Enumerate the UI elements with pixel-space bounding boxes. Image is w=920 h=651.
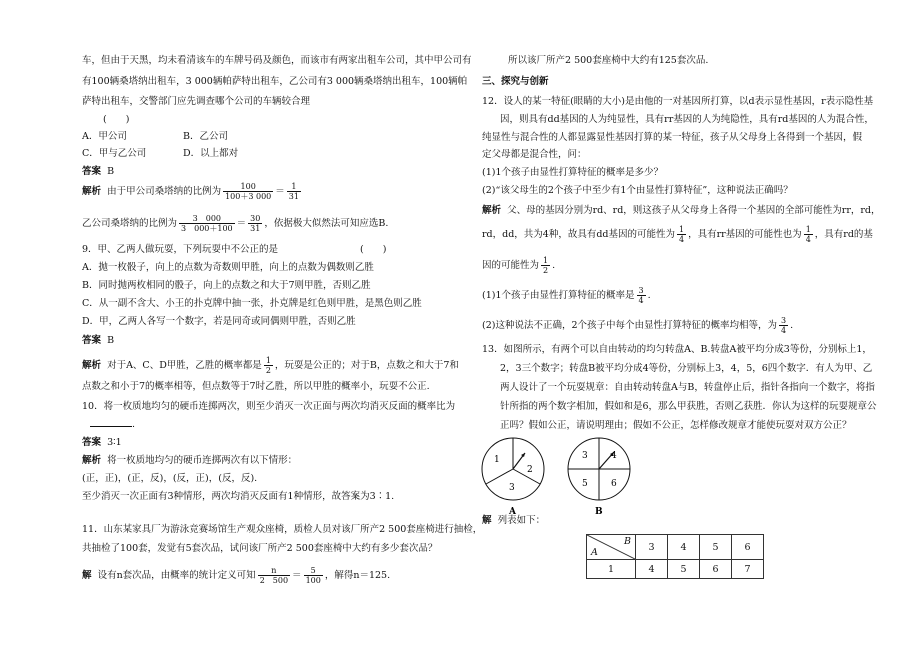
question-9: 9．甲、乙两人做玩耍，下列玩耍中不公正的是 [82, 244, 279, 255]
spinner-a-number: 2 [527, 465, 533, 475]
fraction: $\frac{3 000}{3 000+100}$ [181, 214, 233, 233]
answer-paren: ( ) [103, 114, 130, 125]
solution-text: 乙公司桑塔纳的比例为 [82, 218, 178, 229]
option-a: A．甲公司 [82, 131, 127, 142]
table-cell: 3 [636, 535, 668, 560]
text-line: 有100辆桑塔纳出租车，3 000辆帕萨特出租车，乙公司有3 000辆桑塔纳出租车，100辆帕 [82, 76, 468, 87]
solution-line: 解 列表如下： [482, 515, 546, 526]
answer-label: 答案 [82, 166, 102, 177]
answer-value: 3∶1 [107, 437, 122, 448]
answer-paren: ( ) [360, 244, 387, 255]
fraction: $\frac{1}{4}$ [679, 225, 685, 244]
table-header-a: A [591, 547, 598, 558]
solution-line: 因的可能性为 $\frac{1}{2}$ . [482, 256, 556, 275]
question-12: 纯显性与混合性的人都显露显性基因打算的某一特征，孩子从父母身上各得到一个基因，假 [482, 132, 863, 143]
solution-label: 解析 [82, 455, 102, 466]
solution-label: 解析 [482, 205, 502, 216]
question-13: 两人设计了一个玩耍规章：自由转动转盘A与B，转盘停止后，指针各指向一个数字，将指 [500, 382, 875, 393]
solution-line: 解析 父、母的基因分别为rd、rd，则这孩子从父母身上各得一个基因的全部可能性为rr，rd， [482, 205, 881, 216]
answer-line [82, 166, 114, 178]
solution-line: 解析 将一枚质地均匀的硬币连掷两次有以下情形： [82, 455, 298, 466]
table-cell: 5 [700, 535, 732, 560]
spinner-a-number: 1 [494, 455, 500, 465]
table-row [587, 535, 764, 560]
question-11: 11．山东某家具厂为游泳竞赛场馆生产观众座椅，质检人员对该厂所产2 500套座椅进行抽检， [82, 524, 483, 535]
table-header-b: B [624, 536, 631, 547]
fraction: $\frac{1}{2}$ [265, 356, 271, 375]
solution-line: (1)1个孩子由显性打算特征的概率是 $\frac{3}{4}$ . [482, 286, 651, 305]
question-12: (1)1个孩子由显性打算特征的概率是多少？ [482, 167, 664, 178]
question-12: 定父母都是混合性，问： [482, 149, 587, 160]
text-line: 所以该厂所产2 500套座椅中大约有125套次品. [508, 55, 709, 66]
solution-line: 解 设有n套次品，由概率的统计定义可知 $\frac{n}{2 500}$ ＝ $\frac{5}{100}$ ，解得n＝125. [82, 566, 391, 585]
table-cell: 7 [732, 560, 764, 579]
question-11: 共抽检了100套，发觉有5套次品，试问该厂所产2 500套座椅中大约有多少套次品？ [82, 543, 438, 554]
solution-label: 解析 [82, 360, 102, 371]
table-cell: 5 [668, 560, 700, 579]
table-cell: 6 [700, 560, 732, 579]
solution-line: rd，dd，共为4种，故具有dd基因的可能性为 $\frac{1}{4}$ ，具有rr基因的可能性也为 $\frac{1}{4}$ ，具有rd的基 [482, 225, 873, 244]
solution-line: 至少消灭一次正面有3种情形，两次均消灭反面有1种情形，故答案为3∶1. [82, 491, 395, 502]
text-line: 车，但由于天黑，均未看清该车的车牌号码及颜色，而该市有两家出租车公司，其中甲公司有 [82, 55, 472, 66]
option-c: C．从一副不含大、小王的扑克牌中抽一张，扑克牌是红色则甲胜，是黑色则乙胜 [82, 298, 422, 309]
question-12: (2)“该父母生的2个孩子中至少有1个由显性打算特征”，这种说法正确吗？ [482, 185, 793, 196]
solution-line: (正，正)，(正，反)，(反，正)，(反，反). [82, 473, 258, 484]
spinner-a-label: A [509, 507, 516, 517]
fraction: $\frac{100}{100+3 000}$ [225, 182, 272, 201]
option-b: B．同时抛两枚相同的骰子，向上的点数之和大于7则甲胜，否则乙胜 [82, 280, 371, 291]
solution-line: 点数之和小于7的概率相等，但点数等于7时乙胜，所以甲胜的概率小，玩耍不公正. [82, 381, 430, 392]
table-header-corner [587, 535, 636, 560]
question-13: 13．如图所示，有两个可以自由转动的均匀转盘A、B.转盘A被平均分成3等份，分别标上1， [482, 344, 872, 355]
option-c: C．甲与乙公司 [82, 148, 147, 159]
sum-table [586, 534, 764, 579]
answer-value: B [107, 335, 115, 346]
option-d: D．甲，乙两人各写一个数字，若是同奇或同偶则甲胜，否则乙胜 [82, 316, 356, 327]
question-13: 正吗？假如公正，请说明理由；假如不公正，怎样修改规章才能使玩耍对双方公正？ [500, 420, 852, 431]
spinner-b-number: 4 [611, 451, 617, 461]
question-13: 2，3三个数字；转盘B被平均分成4等份，分别标上3，4，5，6四个数字．有人为甲、乙 [500, 363, 873, 374]
answer-label: 答案 [82, 335, 102, 346]
fraction: $\frac{30}{31}$ [250, 214, 261, 233]
spinner-b-number: 6 [611, 479, 617, 489]
fraction: $\frac{1}{4}$ [805, 225, 811, 244]
solution-text: 由于甲公司桑塔纳的比例为 [107, 186, 222, 197]
answer-line [82, 437, 122, 449]
text-line: 萨特出租车，交警部门应先调查哪个公司的车辆较合理 [82, 96, 311, 107]
spinner-b-diagram [564, 434, 636, 520]
fraction: $\frac{1}{31}$ [288, 182, 299, 201]
table-cell: 4 [668, 535, 700, 560]
answer-label: 答案 [82, 437, 102, 448]
fraction: $\frac{3}{4}$ [638, 286, 644, 305]
spinner-b-label: B [595, 507, 603, 517]
spinner-b-number: 3 [582, 451, 588, 461]
spinner-a-diagram [478, 434, 550, 520]
section-title: 三、探究与创新 [482, 76, 549, 87]
question-10: 10．将一枚质地均匀的硬币连掷两次，则至少消灭一次正面与两次均消灭反面的概率比为 [82, 401, 456, 412]
table-cell: 6 [732, 535, 764, 560]
fraction: $\frac{3}{4}$ [781, 316, 787, 335]
spinner-b-number: 5 [582, 479, 588, 489]
question-12: 12．设人的某一特征(眼睛的大小)是由他的一对基因所打算，以d表示显性基因，r表示隐性基 [482, 96, 874, 107]
fraction: $\frac{5}{100}$ [305, 566, 321, 585]
table-cell: 1 [587, 560, 636, 579]
option-b: B．乙公司 [183, 131, 228, 142]
option-d: D．以上都对 [183, 148, 239, 159]
solution-line: 乙公司桑塔纳的比例为 $\frac{3 000}{3 000+100}$ ＝ $\frac{30}{31}$ ，依据极大似然法可知应选B. [82, 214, 389, 233]
question-12: 因，则具有dd基因的人为纯显性，具有rr基因的人为纯隐性，具有rd基因的人为混合性， [500, 114, 874, 125]
question-13: 针所指的两个数字相加，假如和是6，那么甲获胜，否则乙获胜．你认为这样的玩耍规章公 [500, 401, 877, 412]
answer-line [82, 335, 114, 347]
solution-label: 解析 [82, 186, 102, 197]
fill-blank: . [90, 418, 135, 431]
answer-value: B [107, 166, 115, 177]
solution-label: 解 [82, 570, 92, 581]
solution-line: (2)这种说法不正确，2个孩子中每个由显性打算特征的概率均相等，为 $\frac{3}{4}$ . [482, 316, 794, 335]
solution-line: 解析 对于A、C、D甲胜，乙胜的概率都是 $\frac{1}{2}$ ，玩耍是公正的；对于B，点数之和大于7和 [82, 356, 459, 375]
solution-label: 解 [482, 515, 492, 526]
option-a: A．抛一枚骰子，向上的点数为奇数则甲胜，向上的点数为偶数则乙胜 [82, 262, 374, 273]
solution-line: 解析 由于甲公司桑塔纳的比例为 $\frac{100}{100+3 000}$ ＝ $\frac{1}{31}$ [82, 182, 299, 201]
table-cell: 4 [636, 560, 668, 579]
spinner-a-number: 3 [509, 483, 515, 493]
table-row [587, 560, 764, 579]
fraction: $\frac{n}{2 500}$ [259, 566, 289, 585]
fraction: $\frac{1}{2}$ [543, 256, 549, 275]
